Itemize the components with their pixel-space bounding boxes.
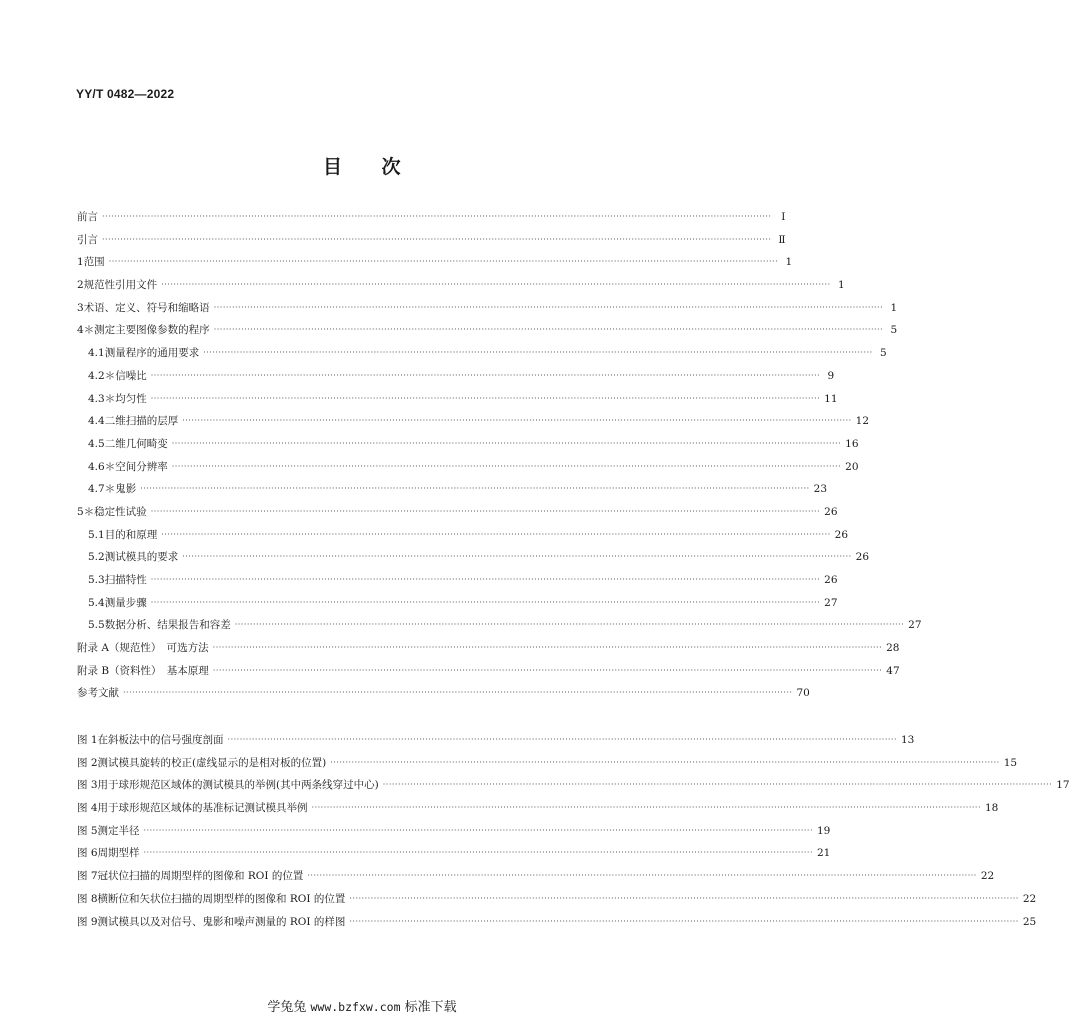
page-number: 22 xyxy=(1022,892,1037,905)
toc-entry[interactable] xyxy=(77,569,838,592)
entry-title: 周期型样 xyxy=(97,847,140,860)
dot-leader: ···························································································································································································································· xyxy=(150,506,821,516)
entry-number: 4.1 xyxy=(88,347,105,360)
dot-leader: ···························································································································································································································· xyxy=(102,212,772,221)
dot-leader: ···························································································································································································································· xyxy=(213,302,884,312)
entry-title: 测试模具以及对信号、鬼影和噪声测量的 ROI 的样图 xyxy=(97,915,346,928)
page-number: 13 xyxy=(900,734,915,746)
entry-title: 二维扫描的层厚 xyxy=(104,415,179,428)
entry-number: 3 xyxy=(77,301,84,314)
entry-title: 扫描特性 xyxy=(104,574,147,586)
dot-leader: ···························································································································································································································· xyxy=(150,575,821,584)
entry-number: 5 xyxy=(77,505,84,518)
footer-watermark xyxy=(0,996,724,1015)
entry-number: 图 1 xyxy=(77,734,98,746)
entry-title: ＊空间分辨率 xyxy=(104,460,168,473)
entry-title: 横断位和矢状位扫描的周期型样的图像和 ROI 的位置 xyxy=(97,892,346,905)
entry-title: 二维几何畸变 xyxy=(104,437,168,450)
entry-title: 冠状位扫描的周期型样的图像和 ROI 的位置 xyxy=(97,870,304,883)
page-number: 5 xyxy=(890,324,898,337)
entry-title: 用于球形规范区域体的基准标记测试模具举例 xyxy=(97,802,308,815)
entry-number: 图 9 xyxy=(77,915,98,928)
toc-entry[interactable] xyxy=(77,501,838,524)
figure-entry[interactable] xyxy=(77,842,831,865)
toc-entry[interactable] xyxy=(77,637,900,660)
entry-number: 图 5 xyxy=(77,824,98,837)
entry-title: 引言 xyxy=(77,233,98,246)
page-number: 19 xyxy=(816,824,831,837)
toc-entry[interactable] xyxy=(77,433,859,456)
toc-entry[interactable] xyxy=(77,229,786,252)
dot-leader: ···························································································································································································································· xyxy=(212,665,883,675)
dot-leader: ···························································································································································································································· xyxy=(150,370,821,380)
dot-leader: ···························································································································································································································· xyxy=(171,438,842,448)
entry-number: 5.2 xyxy=(88,551,105,564)
entry-number: 图 4 xyxy=(77,802,98,815)
page-number: 20 xyxy=(845,460,859,473)
entry-number: 2 xyxy=(77,279,84,292)
entry-title: 测量程序的通用要求 xyxy=(104,347,200,360)
document-code: YY/T 0482—2022 xyxy=(76,87,175,101)
entry-number: 1 xyxy=(77,256,84,269)
footer-url[interactable]: www.bzfxw.com xyxy=(310,1000,401,1014)
entry-title: 测试模具旋转的校正(虚线显示的是相对板的位置) xyxy=(97,756,327,769)
entry-number: 5.5 xyxy=(88,619,105,632)
footer-tagline: 标准下载 xyxy=(404,1000,457,1015)
dot-leader: ···························································································································································································································· xyxy=(349,916,1019,926)
figure-entry[interactable] xyxy=(77,797,999,820)
entry-title: 附录 B（资料性） 基本原理 xyxy=(77,664,209,677)
entry-title: 参考文献 xyxy=(77,687,119,700)
entry-title: 前言 xyxy=(77,211,98,223)
entry-number: 4 xyxy=(77,324,84,337)
entry-number: 图 7 xyxy=(77,870,98,883)
toc-entry[interactable] xyxy=(77,682,810,705)
entry-title: 测定半径 xyxy=(97,824,140,837)
toc-entry[interactable] xyxy=(77,388,838,411)
toc-entry[interactable] xyxy=(77,342,887,365)
table-of-contents xyxy=(77,206,922,705)
figure-entry[interactable] xyxy=(77,774,1070,797)
dot-leader: ···························································································································································································································· xyxy=(171,461,842,471)
dot-leader: ···························································································································································································································· xyxy=(161,529,831,539)
toc-entry[interactable] xyxy=(77,365,835,388)
dot-leader: ···························································································································································································································· xyxy=(213,325,884,335)
dot-leader: ···························································································································································································································· xyxy=(108,257,779,267)
toc-entry[interactable] xyxy=(77,297,898,320)
toc-entry[interactable] xyxy=(77,206,786,229)
entry-title: ＊测定主要图像参数的程序 xyxy=(83,324,210,337)
entry-number: 4.2 xyxy=(88,369,105,382)
page-number: 1 xyxy=(837,279,845,292)
page-number: 27 xyxy=(824,596,838,609)
page-number: 21 xyxy=(816,847,831,860)
page-number: 27 xyxy=(908,619,922,632)
dot-leader: ···························································································································································································································· xyxy=(161,280,831,290)
dot-leader: ···························································································································································································································· xyxy=(311,803,981,813)
toc-entry[interactable] xyxy=(77,410,870,433)
footer-site-name: 学兔兔 xyxy=(267,1000,307,1015)
entry-number: 4.7 xyxy=(88,483,105,496)
toc-entry[interactable] xyxy=(77,660,900,683)
entry-title: ＊稳定性试验 xyxy=(83,505,147,518)
page-number: 23 xyxy=(813,483,828,496)
entry-title: ＊均匀性 xyxy=(104,392,147,405)
page-number: 26 xyxy=(834,528,849,541)
entry-number: 图 8 xyxy=(77,892,98,905)
page-number: 47 xyxy=(886,664,900,677)
page-number: 26 xyxy=(855,551,870,564)
page-number: 1 xyxy=(890,301,898,314)
dot-leader: ···························································································································································································································· xyxy=(143,848,813,858)
figure-entry[interactable] xyxy=(77,911,1037,934)
entry-number: 5.4 xyxy=(88,596,105,609)
entry-title: 目的和原理 xyxy=(104,528,158,541)
dot-leader: ···························································································································································································································· xyxy=(143,825,813,835)
entry-number: 图 2 xyxy=(77,756,98,769)
entry-title: 数据分析、结果报告和容差 xyxy=(104,619,231,632)
page-number: 25 xyxy=(1022,915,1037,928)
figure-entry[interactable] xyxy=(77,865,995,888)
dot-leader: ···························································································································································································································· xyxy=(102,234,772,244)
page-number: 17 xyxy=(1056,779,1070,792)
dot-leader: ···························································································································································································································· xyxy=(150,597,821,607)
page-number: 26 xyxy=(824,505,838,518)
toc-entry[interactable] xyxy=(77,274,845,297)
entry-title: 在斜板法中的信号强度剖面 xyxy=(97,734,224,746)
toc-entry[interactable] xyxy=(77,456,859,479)
entry-title: ＊信噪比 xyxy=(104,369,147,382)
toc-entry[interactable] xyxy=(77,614,922,637)
toc-entry[interactable] xyxy=(77,524,849,547)
figure-entry[interactable] xyxy=(77,752,1018,775)
page-number: 70 xyxy=(796,687,810,700)
entry-number: 5.3 xyxy=(88,574,105,586)
dot-leader: ···························································································································································································································· xyxy=(330,757,1000,767)
dot-leader: ···························································································································································································································· xyxy=(382,780,1053,790)
dot-leader: ···························································································································································································································· xyxy=(349,893,1019,903)
dot-leader: ···························································································································································································································· xyxy=(182,416,852,426)
entry-title: 附录 A（规范性） 可选方法 xyxy=(77,642,209,655)
dot-leader: ···························································································································································································································· xyxy=(234,620,905,630)
page-number: 5 xyxy=(879,347,887,360)
entry-number: 5.1 xyxy=(88,528,105,541)
entry-title: 用于球形规范区域体的测试模具的举例(其中两条线穿过中心) xyxy=(97,779,379,792)
dot-leader: ···························································································································································································································· xyxy=(150,393,821,403)
entry-number: 4.4 xyxy=(88,415,105,428)
page-number: 12 xyxy=(855,415,870,428)
entry-title: 范围 xyxy=(83,256,105,269)
page-number: 22 xyxy=(980,870,995,883)
toc-entry[interactable] xyxy=(77,546,870,569)
page-number: Ⅰ xyxy=(781,211,786,223)
entry-number: 4.3 xyxy=(88,392,105,405)
page-number: 9 xyxy=(827,369,835,382)
dot-leader: ···························································································································································································································· xyxy=(307,871,977,881)
toc-entry[interactable] xyxy=(77,319,898,342)
dot-leader: ···························································································································································································································· xyxy=(123,688,793,698)
dot-leader: ···························································································································································································································· xyxy=(140,484,810,494)
dot-leader: ···························································································································································································································· xyxy=(227,735,897,744)
entry-title: 测试模具的要求 xyxy=(104,551,179,564)
figure-entry[interactable] xyxy=(77,820,831,843)
page-number: 18 xyxy=(984,802,999,815)
entry-number: 图 6 xyxy=(77,847,98,860)
page-number: 11 xyxy=(824,392,838,405)
dot-leader: ···························································································································································································································· xyxy=(212,643,883,653)
list-of-figures xyxy=(77,729,1070,933)
entry-number: 图 3 xyxy=(77,779,98,792)
entry-number: 4.6 xyxy=(88,460,105,473)
page-title: 目 次 xyxy=(322,157,401,178)
page-number: 28 xyxy=(886,642,900,655)
page-number: Ⅱ xyxy=(778,233,786,246)
dot-leader: ···························································································································································································································· xyxy=(203,348,873,358)
figure-entry[interactable] xyxy=(77,729,915,752)
page-number: 26 xyxy=(824,574,838,586)
toc-entry[interactable] xyxy=(77,478,828,501)
page-number: 15 xyxy=(1003,756,1018,769)
entry-title: 规范性引用文件 xyxy=(83,279,158,292)
figure-entry[interactable] xyxy=(77,888,1037,911)
toc-entry[interactable] xyxy=(77,251,793,274)
entry-title: ＊鬼影 xyxy=(104,483,137,496)
entry-number: 4.5 xyxy=(88,437,105,450)
entry-title: 术语、定义、符号和缩略语 xyxy=(83,301,210,314)
page-number: 16 xyxy=(845,437,859,450)
dot-leader: ···························································································································································································································· xyxy=(182,552,852,562)
entry-title: 测量步骤 xyxy=(104,596,147,609)
toc-entry[interactable] xyxy=(77,592,838,615)
page-number: 1 xyxy=(785,256,793,269)
